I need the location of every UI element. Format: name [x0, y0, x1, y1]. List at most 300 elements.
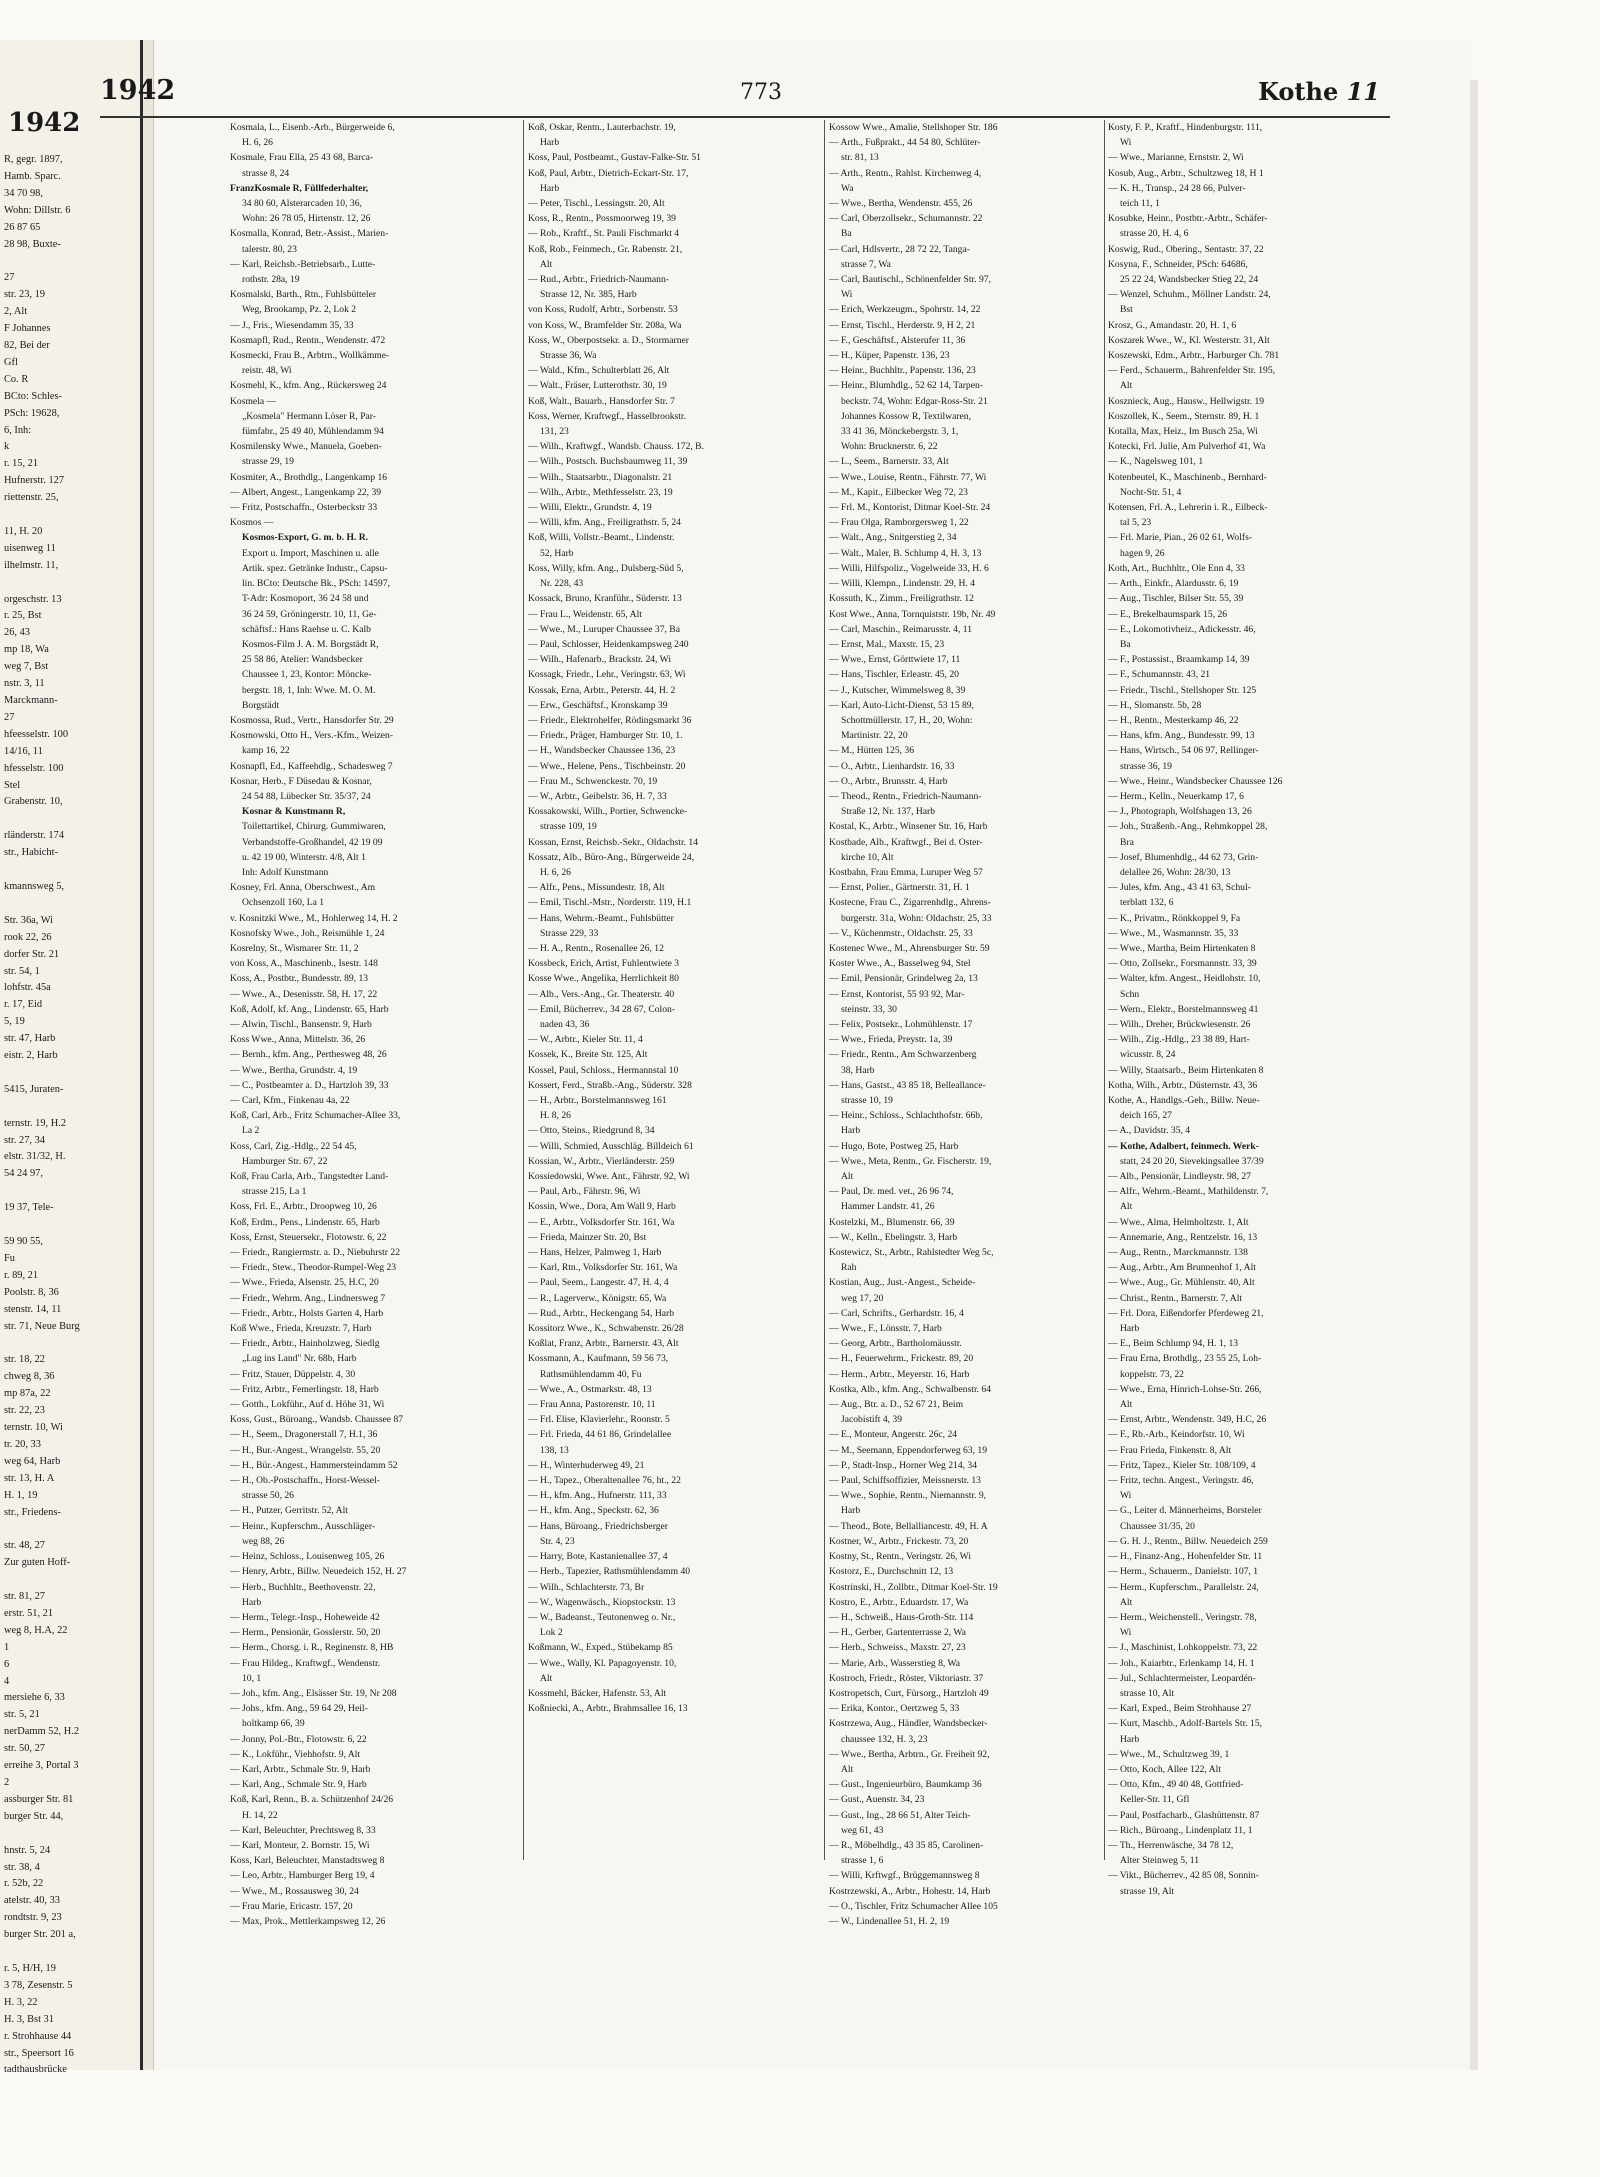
directory-entry: — Alb., Vers.-Ang., Gr. Theaterstr. 40	[528, 988, 675, 1000]
directory-entry: — Wwe., Wally, Kl. Papagoyenstr. 10,	[528, 1657, 677, 1669]
directory-entry: von Koss, W., Bramfelder Str. 208a, Wa	[528, 319, 682, 331]
directory-entry: Kossow Wwe., Amalie, Stellshoper Str. 186	[829, 122, 998, 133]
directory-entry: — P., Stadt-Insp., Horner Weg 214, 34	[829, 1459, 978, 1471]
directory-entry: — Friedr., Arbtr., Holsts Garten 4, Harb	[230, 1307, 384, 1319]
directory-entry: Kosmiter, A., Brothdlg., Langenkamp 16	[230, 471, 388, 483]
directory-entry: — Wilh., Dreher, Brückwiesenstr. 26	[1108, 1018, 1251, 1030]
previous-page-line	[4, 1099, 138, 1116]
directory-entry: — Erich, Werkzeugm., Spohrstr. 14, 22	[829, 304, 981, 316]
previous-page-line: 59 90 55,	[4, 1236, 43, 1247]
directory-entry: — Frl. Dora, Eißendorfer Pferdeweg 21,	[1108, 1307, 1264, 1319]
directory-entry: — Wilh., Hafenarb., Brackstr. 24, Wi	[528, 654, 672, 666]
page-edge	[1470, 80, 1478, 2070]
directory-entry: Borgstädt	[242, 699, 280, 711]
directory-entry: strasse 50, 26	[242, 1490, 294, 1502]
directory-entry: strasse 20, H. 4, 6	[1120, 228, 1189, 240]
directory-entry: Keller-Str. 11, Gfl	[1120, 1794, 1190, 1806]
directory-entry: — Harry, Bote, Kastanienallee 37, 4	[528, 1551, 668, 1563]
directory-entry: — Hans, Helzer, Palmweg 1, Harb	[528, 1247, 662, 1259]
directory-entry: deich 165, 27	[1120, 1110, 1172, 1122]
directory-entry: Koß, Frau Carla, Arb., Tangstedter Land-	[230, 1171, 389, 1183]
directory-entry: T-Adr: Kosmoport, 36 24 58 und	[242, 593, 369, 605]
column-divider	[523, 120, 524, 1860]
previous-page-line: 27	[4, 272, 15, 284]
directory-entry: Alt	[1120, 1399, 1133, 1411]
previous-page-line: hnstr. 5, 24	[4, 1844, 51, 1856]
directory-entry: Kostropetsch, Curt, Fürsorg., Hartzloh 49	[829, 1687, 989, 1699]
directory-entry: — Friedr., Rentn., Am Schwarzenberg	[829, 1049, 977, 1061]
previous-page-year: 1942	[8, 108, 81, 138]
directory-entry: — F., Schumannstr. 43, 21	[1108, 669, 1211, 681]
previous-page-line: str. 23, 19	[4, 289, 45, 301]
directory-entry: — Frau Hildeg., Kraftwgf., Wendenstr.	[230, 1657, 381, 1669]
directory-entry: — Ernst, Tischl., Herderstr. 9, H 2, 21	[829, 319, 976, 331]
previous-page-line	[4, 1335, 138, 1352]
directory-entry: H. 6, 26	[242, 137, 273, 149]
directory-entry: — Friedr., Tischl., Stellshoper Str. 125	[1108, 684, 1257, 696]
previous-page-line: 27	[4, 711, 15, 723]
directory-entry: — E., Brekelbaumspark 15, 26	[1108, 608, 1228, 620]
directory-entry: — K., Nagelsweg 101, 1	[1108, 456, 1204, 468]
previous-page-line	[4, 811, 138, 828]
directory-entry: — H., kfm. Ang., Speckstr. 62, 36	[528, 1505, 659, 1517]
directory-entry: — Theod., Bote, Bellalliancestr. 49, H. A	[829, 1520, 988, 1532]
directory-entry: Koß, Karl, Renn., B. a. Schützenhof 24/26	[230, 1794, 394, 1806]
directory-entry: — Friedr., Arbtr., Hainholzweg, Siedlg	[230, 1338, 380, 1350]
directory-entry: — Wenzel, Schuhm., Möllner Landstr. 24,	[1108, 289, 1271, 301]
directory-entry: Koswig, Rud., Obering., Sentastr. 37, 22	[1108, 243, 1264, 255]
directory-entry: — Rud., Arbtr., Friedrich-Naumann-	[528, 274, 669, 286]
directory-entry: fümfabr., 25 49 40, Mühlendamm 94	[242, 426, 384, 438]
directory-entry: — Erika, Kontor., Oertzweg 5, 33	[829, 1703, 960, 1715]
directory-entry: — Wern., Elektr., Borstelmannsweg 41	[1108, 1003, 1259, 1015]
directory-entry: — Willi, Krftwgf., Brüggemannsweg 8	[829, 1870, 980, 1882]
directory-entry: — Heinr., Buchhltr., Papenstr. 136, 23	[829, 365, 976, 377]
directory-entry: Kossatz, Alb., Büro-Ang., Bürgerweide 24,	[528, 851, 695, 863]
previous-page-line: Wohn: Dillstr. 6	[4, 204, 71, 216]
directory-entry: Alt	[1120, 380, 1133, 392]
directory-entry: Kossmehl, Bäcker, Hafenstr. 53, Alt	[528, 1687, 667, 1699]
directory-entry: Kossmann, A., Kaufmann, 59 56 73,	[528, 1353, 669, 1365]
previous-page-line: r. 5, H/H, 19	[4, 1962, 56, 1974]
directory-entry: Kossagk, Friedr., Lehr., Veringstr. 63, Wi	[528, 669, 686, 681]
directory-entry: — Frau Erna, Brothdlg., 23 55 25, Loh-	[1108, 1353, 1262, 1365]
directory-entry: steinstr. 33, 30	[841, 1003, 897, 1015]
directory-entry: chaussee 132, H. 3, 23	[841, 1733, 928, 1745]
directory-entry: — Th., Herrenwäsche, 34 78 12,	[1108, 1839, 1234, 1851]
previous-page-line: weg 7, Bst	[4, 661, 49, 673]
previous-page-line: uisenweg 11	[4, 542, 56, 554]
previous-page-line: Str. 36a, Wi	[4, 914, 54, 926]
directory-entry: Koß, Walt., Bauarb., Hansdorfer Str. 7	[528, 395, 675, 407]
directory-entry: — W., Arbtr., Kieler Str. 11, 4	[528, 1034, 643, 1046]
directory-entry: — Kothe, Adalbert, feinmech. Werk-	[1108, 1140, 1259, 1152]
directory-entry: Verbandstoffe-Großhandel, 42 19 09	[242, 836, 383, 848]
directory-entry: — W., Arbtr., Geibelstr. 36, H. 7, 33	[528, 790, 667, 802]
directory-entry: — Annemarie, Ang., Rentzelstr. 16, 13	[1108, 1231, 1258, 1243]
directory-entry: Kostal, K., Arbtr., Winsener Str. 16, Harb	[829, 821, 988, 833]
column-divider	[1104, 120, 1105, 1860]
previous-page-line: H. 3, Bst 31	[4, 2013, 54, 2025]
directory-entry: Nr. 228, 43	[540, 578, 584, 590]
previous-page-line: 6	[4, 1658, 10, 1670]
previous-page-line: ternstr. 10, Wi	[4, 1421, 63, 1433]
directory-entry: — Wwe., Aug., Gr. Mühlenstr. 40, Alt	[1108, 1277, 1255, 1289]
directory-entry: — H., Winterhuderweg 49, 21	[528, 1459, 645, 1471]
directory-entry: — Paul, Schlosser, Heidenkampsweg 240	[528, 638, 689, 650]
directory-entry: — Frl. Frieda, 44 61 86, Grindelallee	[528, 1429, 672, 1441]
directory-entry: — M., Kapit., Eilbecker Weg 72, 23	[829, 486, 968, 498]
directory-entry: Koß, Oskar, Rentn., Lauterbachstr. 19,	[528, 122, 676, 133]
directory-entry: — Paul, Postfacharb., Glashüttenstr. 87	[1108, 1809, 1260, 1821]
header-year: 1942	[100, 75, 176, 106]
directory-entry: — Otto, Kfm., 49 40 48, Gottfried-	[1108, 1779, 1244, 1791]
previous-page-line: dorfer Str. 21	[4, 948, 60, 960]
directory-entry: — Alb., Pensionär, Lindleystr. 98, 27	[1108, 1171, 1251, 1183]
directory-entry: — Herm., Kupferschm., Parallelstr. 24,	[1108, 1581, 1259, 1593]
previous-page-line: 11, H. 20	[4, 525, 43, 537]
directory-entry: — H., Finanz-Ang., Hohenfelder Str. 11	[1108, 1551, 1263, 1563]
directory-entry: — Christ., Rentn., Barnerstr. 7, Alt	[1108, 1292, 1243, 1304]
previous-page-line	[4, 1065, 138, 1082]
directory-entry: — W., Badeanst., Teutonenweg o. Nr.,	[528, 1611, 676, 1623]
directory-entry: — Wald., Kfm., Schulterblatt 26, Alt	[528, 365, 670, 377]
previous-page-line: r. 15, 21	[4, 458, 39, 470]
previous-page-line: 14/16, 11	[4, 745, 43, 757]
directory-entry: — Wwe., M., Schultzweg 39, 1	[1108, 1748, 1230, 1760]
directory-entry: — Arth., Rentn., Rahlst. Kirchenweg 4,	[829, 167, 982, 179]
directory-entry: — Herb., Tapezier, Rathsmühlendamm 40	[528, 1566, 691, 1578]
column-divider	[824, 120, 825, 1860]
directory-entry: — Herm., Kelln., Neuerkamp 17, 6	[1108, 790, 1244, 802]
directory-entry: Kothe, A., Handlgs.-Geh., Billw. Neue-	[1108, 1095, 1260, 1106]
previous-page-line: str. 81, 27	[4, 1591, 45, 1603]
directory-entry: Harb	[242, 1596, 262, 1608]
directory-entry: — Hans, Tischler, Erleastr. 45, 20	[829, 669, 959, 681]
directory-entry: — Aug., Rentn., Marckmannstr. 138	[1108, 1247, 1248, 1259]
directory-entry: — H., Tapez., Oberaltenallee 76, ht., 22	[528, 1475, 681, 1487]
directory-entry: Koßmann, W., Exped., Stübekamp 85	[528, 1642, 673, 1654]
directory-entry: Strasse 12, Nr. 385, Harb	[540, 289, 637, 301]
previous-page-line: Hufnerstr. 127	[4, 475, 65, 487]
directory-entry: — Friedr., Elektrohelfer, Rödingsmarkt 36	[528, 714, 692, 726]
previous-page-line	[4, 1183, 138, 1200]
directory-entry: — Vikt., Bücherrev., 42 85 08, Sonnin-	[1108, 1870, 1259, 1882]
directory-entry: — M., Hütten 125, 36	[829, 745, 915, 757]
directory-entry: Alt	[1120, 1201, 1133, 1213]
directory-entry: — Willy, Staatsarb., Beim Hirtenkaten 8	[1108, 1064, 1264, 1076]
directory-entry: Rah	[841, 1262, 857, 1274]
directory-entry: — Herm., Telegr.-Insp., Hoheweide 42	[230, 1611, 380, 1623]
directory-entry: Alter Steinweg 5, 11	[1120, 1855, 1200, 1867]
directory-entry: Harb	[540, 137, 560, 149]
directory-entry: — H., Schweiß., Haus-Groth-Str. 114	[829, 1611, 974, 1623]
directory-entry: strasse 10, 19	[841, 1095, 893, 1106]
directory-entry: — Hugo, Bote, Postweg 25, Harb	[829, 1140, 959, 1152]
directory-entry: — Heinz, Schloss., Louisenweg 105, 26	[230, 1551, 385, 1563]
directory-entry: Kossak, Erna, Arbtr., Peterstr. 44, H. 2	[528, 684, 676, 696]
running-head-column: 11	[1346, 77, 1380, 106]
previous-page-line: H. 3, 22	[4, 1996, 38, 2008]
directory-entry: — Carl, Kfm., Finkenau 4a, 22	[230, 1095, 350, 1106]
directory-entry: Kosrelny, St., Wismarer Str. 11, 2	[230, 942, 359, 954]
directory-entry: Harb	[1120, 1323, 1140, 1335]
directory-entry: Krosz, G., Amandastr. 20, H. 1, 6	[1108, 319, 1237, 331]
previous-page-line: tadthausbrücke	[4, 2064, 67, 2076]
directory-entry: Koßlat, Franz, Arbtr., Barnerstr. 43, Alt	[528, 1338, 679, 1350]
directory-entry: — Rud., Arbtr., Heckengang 54, Harb	[528, 1307, 675, 1319]
directory-entry: Kotha, Wilh., Arbtr., Düsternstr. 43, 36	[1108, 1079, 1258, 1091]
directory-entry: — Karl, Arbtr., Schmale Str. 9, Harb	[230, 1763, 371, 1775]
book-gutter	[143, 40, 153, 2070]
directory-entry: Kossbeck, Erich, Artist, Fuhlentwiete 3	[528, 958, 680, 970]
directory-entry: — Walt., Maler, B. Schlump 4, H. 3, 13	[829, 547, 982, 559]
directory-entry: — Wilh., Arbtr., Methfesselstr. 23, 19	[528, 486, 673, 498]
previous-page-line: str., Friedens-	[4, 1506, 61, 1518]
directory-entry: — Erw., Geschäftsf., Kronskamp 39	[528, 699, 668, 711]
directory-entry: — Heinr., Schloss., Schlachthofstr. 66b,	[829, 1110, 983, 1122]
previous-page-line: str. 38, 4	[4, 1861, 40, 1873]
previous-page-line: F Johannes	[4, 323, 51, 335]
directory-entry: — Frieda, Mainzer Str. 20, Bst	[528, 1231, 647, 1243]
directory-entry: — Jonny, Pol.-Btr., Flotowstr. 6, 22	[230, 1733, 367, 1745]
directory-entry: — E., Monteur, Angerstr. 26c, 24	[829, 1429, 958, 1441]
directory-entry: — Walt., Ang., Snitgerstieg 2, 34	[829, 532, 957, 544]
directory-entry: 138, 13	[540, 1444, 569, 1456]
directory-entry: — Hans, kfm. Ang., Bundesstr. 99, 13	[1108, 730, 1255, 742]
directory-entry: Jacobistift 4, 39	[841, 1414, 903, 1426]
directory-entry: Kosmela —	[230, 395, 277, 407]
directory-entry: Kostroch, Friedr., Röster, Viktoriastr. 37	[829, 1672, 984, 1684]
directory-entry: — Wwe., Louise, Rentn., Fährstr. 77, Wi	[829, 471, 987, 483]
directory-entry: — K., Lokführ., Viehhofstr. 9, Alt	[230, 1748, 361, 1760]
previous-page-line: ternstr. 19, H.2	[4, 1117, 67, 1129]
directory-entry: — Wwe., A., Ostmarkstr. 48, 13	[528, 1383, 652, 1395]
directory-entry: Kosse Wwe., Angelika, Herrlichkeit 80	[528, 973, 679, 985]
directory-entry: 33 41 36, Mönckebergstr. 3, 1,	[841, 426, 959, 438]
directory-entry: Kostian, Aug., Just.-Angest., Scheide-	[829, 1277, 976, 1289]
previous-page-fragment	[0, 40, 143, 2076]
directory-entry: — O., Arbtr., Lienhardstr. 16, 33	[829, 760, 955, 772]
directory-entry: — Wwe., Heinr., Wandsbecker Chaussee 126	[1108, 775, 1283, 787]
directory-entry: Kosmecki, Frau B., Arbtrn., Wollkämme-	[230, 350, 390, 362]
previous-page-line: 5, 19	[4, 1016, 25, 1028]
directory-entry: — G., Leiter d. Männerheims, Borsteler	[1108, 1505, 1262, 1517]
running-head	[1258, 77, 1380, 106]
directory-entry: — K., Privatm., Rönkkoppel 9, Fa	[1108, 912, 1241, 924]
directory-entry: H. 6, 26	[540, 866, 571, 878]
directory-entry: — Ernst, Mal., Maxstr. 15, 23	[829, 638, 945, 650]
directory-entry: von Koss, A., Maschinenb., Isestr. 148	[230, 958, 378, 970]
directory-entry: — Hans, Büroang., Friedrichsberger	[528, 1520, 668, 1532]
previous-page-line: str. 71, Neue Burg	[4, 1320, 80, 1332]
previous-page-line: str. 27, 34	[4, 1134, 45, 1146]
directory-entry: — Fritz, Tapez., Kieler Str. 108/109, 4	[1108, 1459, 1256, 1471]
previous-page-line: str. 50, 27	[4, 1743, 45, 1755]
directory-entry: — Felix, Postsekr., Lohmühlenstr. 17	[829, 1018, 973, 1030]
directory-entry: 25 58 86, Atelier: Wandsbecker	[242, 654, 363, 666]
previous-page-line: assburger Str. 81	[4, 1793, 74, 1805]
previous-page-line: str. 54, 1	[4, 965, 40, 977]
directory-entry: Kostbahn, Frau Emma, Luruper Weg 57	[829, 866, 983, 878]
previous-page-line: str. 18, 22	[4, 1354, 45, 1366]
directory-entry: — Willi, Hilfspoliz., Vogelweide 33, H. 6	[829, 562, 989, 574]
directory-entry: — H., Rentn., Mesterkamp 46, 22	[1108, 714, 1239, 726]
directory-entry: Kostro, E., Arbtr., Eduardstr. 17, Wa	[829, 1596, 969, 1608]
directory-entry: Kosmos —	[230, 517, 274, 529]
directory-entry: — Hans, Gastst., 43 85 18, Belleallance-	[829, 1079, 986, 1091]
directory-entry: Kosney, Frl. Anna, Oberschwest., Am	[230, 882, 376, 894]
directory-entry: Kosty, F. P., Kraftf., Hindenburgstr. 111,	[1108, 122, 1263, 133]
directory-entry: — Frau L., Weidenstr. 65, Alt	[528, 608, 642, 620]
previous-page-line	[4, 575, 138, 592]
directory-entry: Kotecki, Frl. Julie, Am Pulverhof 41, Wa	[1108, 441, 1266, 453]
directory-entry: — H., Seem., Dragonerstall 7, H.1, 36	[230, 1429, 378, 1441]
previous-page-line	[4, 1521, 138, 1538]
directory-entry: Lok 2	[540, 1627, 563, 1639]
directory-entry: — Wwe., Martha, Beim Hirtenkaten 8	[1108, 942, 1256, 954]
directory-entry: naden 43, 36	[540, 1018, 590, 1030]
directory-entry: strasse 29, 19	[242, 456, 294, 468]
directory-entry: kamp 16, 22	[242, 745, 290, 757]
directory-entry: Wi	[1120, 137, 1132, 149]
previous-page-line: r. 25, Bst	[4, 610, 42, 622]
directory-entry: rothstr. 28a, 19	[242, 274, 300, 286]
previous-page-line	[4, 507, 138, 524]
directory-entry: Koth, Art., Buchhltr., Ole Enn 4, 33	[1108, 562, 1245, 574]
directory-entry: Ochsenzoll 160, La 1	[242, 897, 325, 909]
directory-entry: Kotensen, Frl. A., Lehrerin i. R., Eilbeck-	[1108, 502, 1268, 514]
previous-page-line: str. 47, Harb	[4, 1033, 56, 1045]
directory-entry: Hamburger Str. 67, 22	[242, 1155, 328, 1167]
directory-entry: — Karl, Ang., Schmale Str. 9, Harb	[230, 1779, 367, 1791]
directory-entry: — Otto, Koch, Allee 122, Alt	[1108, 1763, 1221, 1775]
directory-entry: Martinistr. 22, 20	[841, 730, 908, 742]
directory-entry: — Gust., Auenstr. 34, 23	[829, 1794, 925, 1806]
directory-entry: Koss, Paul, Postbeamt., Gustav-Falke-Str. 51	[528, 152, 701, 164]
previous-page-line	[4, 1217, 138, 1234]
directory-entry: strasse 215, La 1	[242, 1186, 307, 1198]
directory-entry: v. Kosnitzki Wwe., M., Hohlerweg 14, H. 2	[230, 912, 398, 924]
directory-entry: Koßniecki, A., Arbtr., Brahmsallee 16, 13	[528, 1703, 688, 1715]
directory-entry: — Aug., Arbtr., Am Brunnenhof 1, Alt	[1108, 1262, 1256, 1274]
directory-entry: burgerstr. 31a, Wohn: Oldachstr. 25, 33	[841, 912, 992, 924]
directory-entry: Kosznieck, Aug., Hausw., Hellwigstr. 19	[1108, 395, 1265, 407]
directory-entry: — Wwe., Frieda, Alsenstr. 25, H.C, 20	[230, 1277, 379, 1289]
directory-entry: — V., Küchenmstr., Oldachstr. 25, 33	[829, 927, 973, 939]
directory-entry: — Carl, Bautischl., Schönenfelder Str. 97,	[829, 274, 992, 286]
directory-entry: 52, Harb	[540, 547, 574, 559]
directory-entry: Kossian, W., Arbtr., Vierländerstr. 259	[528, 1155, 675, 1167]
directory-entry: Koss, Gust., Büroang., Wandsb. Chaussee 87	[230, 1414, 404, 1426]
directory-entry: — Fritz, Postschaffn., Osterbeckstr 33	[230, 502, 378, 514]
directory-entry: — Carl, Maschin., Reimarusstr. 4, 11	[829, 623, 973, 635]
directory-entry: — Gotth., Lokführ., Auf d. Höhe 31, Wi	[230, 1399, 385, 1411]
directory-entry: Kostrzewski, A., Arbtr., Hohestr. 14, Harb	[829, 1885, 991, 1897]
directory-entry: — Walt., Fräser, Lutterothstr. 30, 19	[528, 380, 667, 392]
previous-page-line: R, gegr. 1897,	[4, 154, 63, 165]
directory-entry: Koszewski, Edm., Arbtr., Harburger Ch. 781	[1108, 350, 1280, 362]
previous-page-line: erreihe 3, Portal 3	[4, 1760, 79, 1772]
directory-entry: — J., Photograph, Wolfshagen 13, 26	[1108, 806, 1252, 818]
directory-entry: weg 17, 20	[841, 1292, 884, 1304]
previous-page-line: 2, Alt	[4, 306, 28, 318]
directory-entry: Koss Wwe., Anna, Mittelstr. 36, 26	[230, 1034, 366, 1046]
directory-entry: Koss, Karl, Beleuchter, Manstadtsweg 8	[230, 1855, 385, 1867]
directory-entry: Kosubke, Heinr., Postbtr.-Arbtr., Schäfer-	[1108, 213, 1268, 225]
directory-entry: — Karl, Beleuchter, Prechtsweg 8, 33	[230, 1824, 376, 1836]
directory-entry: — Frau Olga, Ramborgersweg 1, 22	[829, 517, 969, 529]
directory-entry: Alt	[540, 258, 553, 270]
directory-column-1	[230, 120, 525, 1927]
directory-entry: „Kosmela" Hermann Löser R, Par-	[242, 410, 376, 422]
directory-entry: — R., Lagerverw., Königstr. 65, Wa	[528, 1292, 667, 1304]
directory-entry: Schottmüllerstr. 17, H., 20, Wohn:	[841, 714, 973, 726]
directory-entry: Kosnapfl, Ed., Kaffeehdlg., Schadesweg 7	[230, 760, 393, 772]
directory-entry: Koß, Adolf, kf. Ang., Lindenstr. 65, Harb	[230, 1003, 389, 1015]
directory-entry: Wohn: Brucknerstr. 6, 22	[841, 441, 938, 453]
directory-entry: talerstr. 80, 23	[242, 243, 297, 255]
directory-entry: Kostelzki, M., Blumenstr. 66, 39	[829, 1216, 955, 1228]
directory-entry: — Herb., Schweiss., Maxstr. 27, 23	[829, 1642, 966, 1654]
directory-entry: Kossack, Bruno, Kranführ., Süderstr. 13	[528, 593, 682, 605]
previous-page-line: Zur guten Hoff-	[4, 1557, 71, 1569]
directory-entry: — Georg, Arbtr., Bartholomäusstr.	[829, 1338, 962, 1350]
previous-page-line: 26, 43	[4, 627, 30, 639]
directory-entry: — Karl, Rtn., Volksdorfer Str. 161, Wa	[528, 1262, 678, 1274]
previous-page-line: 4	[4, 1675, 10, 1687]
previous-page-line: Hamb. Sparc.	[4, 170, 61, 182]
directory-entry: — J., Kutscher, Wimmelsweg 8, 39	[829, 684, 966, 696]
directory-entry: Kostner, W., Arbtr., Frickestr. 73, 20	[829, 1535, 969, 1547]
directory-entry: — Herm., Pensionär, Gosslerstr. 50, 20	[230, 1627, 381, 1639]
directory-column-3	[829, 120, 1124, 1927]
previous-page-line: 2	[4, 1777, 10, 1788]
directory-entry: — Paul, Seem., Langestr. 47, H. 4, 4	[528, 1277, 669, 1289]
directory-entry: — Arth., Fußprakt., 44 54 80, Schlüter-	[829, 137, 981, 149]
previous-page-line: 6, Inh:	[4, 424, 32, 436]
directory-entry: — Hans, Wehrm.-Beamt., Fuhlsbütter	[528, 912, 674, 924]
directory-entry: terblatt 132, 6	[1120, 897, 1174, 909]
directory-entry: — H., Küper, Papenstr. 136, 23	[829, 350, 950, 362]
directory-entry: Kostenec Wwe., M., Ahrensburger Str. 59	[829, 942, 990, 954]
directory-entry: — Willi, Klempn., Lindenstr. 29, H. 4	[829, 578, 975, 590]
previous-page-line: nerDamm 52, H.2	[4, 1726, 80, 1738]
directory-entry: — W., Lindenallee 51, H. 2, 19	[829, 1915, 950, 1927]
directory-entry: — R., Möbelhdlg., 43 35 85, Carolinen-	[829, 1839, 984, 1851]
directory-entry: — Herm., Schauerm., Danielstr. 107, 1	[1108, 1566, 1259, 1578]
directory-entry: Strasse 229, 33	[540, 927, 599, 939]
directory-entry: — H., Putzer, Gerritstr. 52, Alt	[230, 1505, 348, 1517]
directory-entry: Koss, Ernst, Steuersekr., Flotowstr. 6, 22	[230, 1231, 387, 1243]
previous-page-line: str. 13, H. A	[4, 1472, 55, 1484]
previous-page-line: 28 98, Buxte-	[4, 238, 61, 250]
directory-entry: Kosmilensky Wwe., Manuela, Goeben-	[230, 441, 382, 453]
directory-entry: — Ferd., Schauerm., Bahrenfelder Str. 195,	[1108, 365, 1276, 377]
directory-entry: Rathsmühlendamm 40, Fu	[540, 1368, 642, 1380]
directory-entry: Koß Wwe., Frieda, Kreuzstr. 7, Harb	[230, 1323, 372, 1335]
directory-entry: strasse 36, 19	[1120, 760, 1172, 772]
directory-entry: Export u. Import, Maschinen u. alle	[242, 547, 379, 559]
previous-page-line	[4, 896, 138, 913]
directory-entry: Koss, Carl, Zig.-Hdlg., 22 54 45,	[230, 1140, 357, 1152]
directory-entry: Ba	[841, 228, 852, 240]
previous-page-line: r. 17, Eid	[4, 999, 43, 1011]
directory-entry: — Leo, Arbtr., Hamburger Berg 19, 4	[230, 1870, 375, 1882]
directory-entry: — Wwe., Erna, Hinrich-Lohse-Str. 266,	[1108, 1383, 1262, 1395]
previous-page-line: riettenstr. 25,	[4, 492, 59, 504]
directory-entry: — Wwe., Bertha, Wendenstr. 455, 26	[829, 198, 973, 210]
